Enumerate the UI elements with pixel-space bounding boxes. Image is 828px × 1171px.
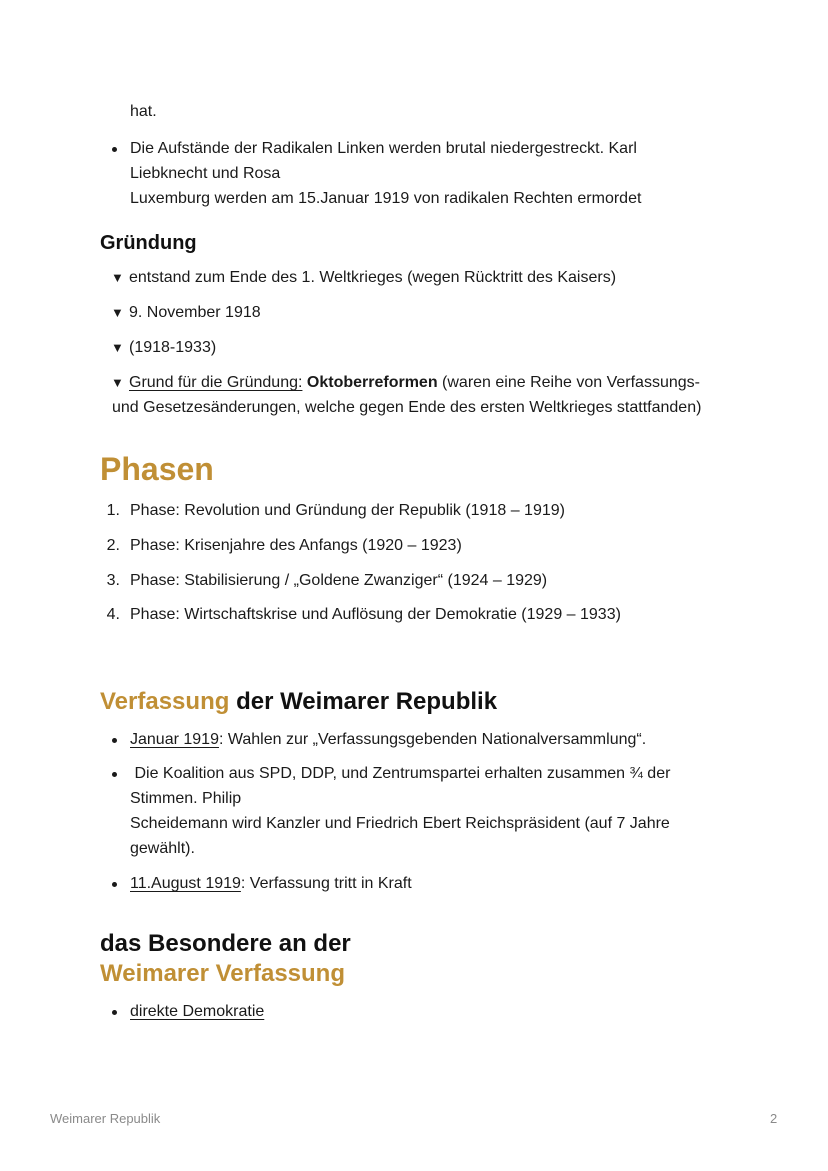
grund-bold-term: Oktoberreformen <box>306 374 438 391</box>
page-number: 2 <box>770 1111 778 1126</box>
section-heading-verfassung <box>100 687 497 717</box>
phase-item-1: Phase: Revolution und Gründung der Republik (1918 – 1919) <box>130 502 565 519</box>
triangle-down-icon: ▼ <box>111 270 124 285</box>
gruendung-grund-line1 <box>129 370 700 395</box>
line: Luxemburg werden am 15.Januar 1919 von radikalen Rechten ermordet <box>130 190 642 207</box>
line: Liebknecht und Rosa <box>130 165 281 182</box>
section-heading-besondere <box>100 929 351 989</box>
triangle-down-icon: ▼ <box>111 340 124 355</box>
phase-item-2: Phase: Krisenjahre des Anfangs (1920 – 1923) <box>130 537 462 554</box>
heading-accent: Verfassung <box>100 688 230 715</box>
phase-item-3: Phase: Stabilisierung / „Goldene Zwanziger“ (1924 – 1929) <box>130 572 548 589</box>
heading-line-1: das Besondere an der <box>100 930 351 957</box>
date-link: Januar 1919 <box>130 731 219 748</box>
bullet-marker <box>112 1010 117 1015</box>
triangle-down-icon: ▼ <box>111 375 124 390</box>
bullet-marker <box>112 772 117 777</box>
gruendung-item-1: entstand zum Ende des 1. Weltkrieges (wegen Rücktritt des Kaisers) <box>129 269 617 286</box>
heading-rest: der Weimarer Republik <box>236 688 498 715</box>
line: Stimmen. Philip <box>130 790 242 807</box>
gruendung-item-3: (1918-1933) <box>129 339 217 356</box>
bullet-marker <box>112 882 117 887</box>
list-number: 3. <box>106 572 120 589</box>
line: Die Aufstände der Radikalen Linken werden brutal niedergestreckt. Karl <box>130 140 637 157</box>
besondere-item-1: direkte Demokratie <box>130 1003 265 1020</box>
line: gewählt). <box>130 840 195 857</box>
grund-rest: (waren eine Reihe von Verfassungs- <box>442 374 700 391</box>
intro-bullet-text <box>130 136 641 211</box>
bullet-text: : Wahlen zur „Verfassungsgebenden Nationalversammlung“. <box>218 731 647 748</box>
grund-label: Grund für die Gründung: <box>129 374 303 391</box>
gruendung-item-2: 9. November 1918 <box>129 304 261 321</box>
continued-text: hat. <box>130 103 157 120</box>
list-number: 4. <box>106 606 120 623</box>
triangle-down-icon: ▼ <box>111 305 124 320</box>
bullet-marker <box>112 147 117 152</box>
line-text: Die Koalition aus SPD, DDP, und Zentrumspartei erhalten zusammen ¾ der <box>134 765 671 782</box>
section-heading-phasen: Phasen <box>100 451 214 487</box>
verfassung-bullet-1 <box>130 727 646 752</box>
list-number: 2. <box>106 537 120 554</box>
footer-title: Weimarer Republik <box>50 1111 161 1126</box>
section-heading-gruendung: Gründung <box>100 232 197 254</box>
bullet-marker <box>112 738 117 743</box>
heading-line-2: Weimarer Verfassung <box>100 960 346 987</box>
phase-item-4: Phase: Wirtschaftskrise und Auflösung der Demokratie (1929 – 1933) <box>130 606 621 623</box>
line <box>130 761 670 786</box>
date-link: 11.August 1919 <box>130 875 241 892</box>
verfassung-bullet-2 <box>130 761 670 861</box>
bullet-text: : Verfassung tritt in Kraft <box>240 875 412 892</box>
list-number: 1. <box>106 502 120 519</box>
line: Scheidemann wird Kanzler und Friedrich Ebert Reichspräsident (auf 7 Jahre <box>130 815 670 832</box>
verfassung-bullet-3 <box>130 871 412 896</box>
gruendung-grund-line2: und Gesetzesänderungen, welche gegen Ende des ersten Weltkrieges stattfanden) <box>112 399 702 416</box>
